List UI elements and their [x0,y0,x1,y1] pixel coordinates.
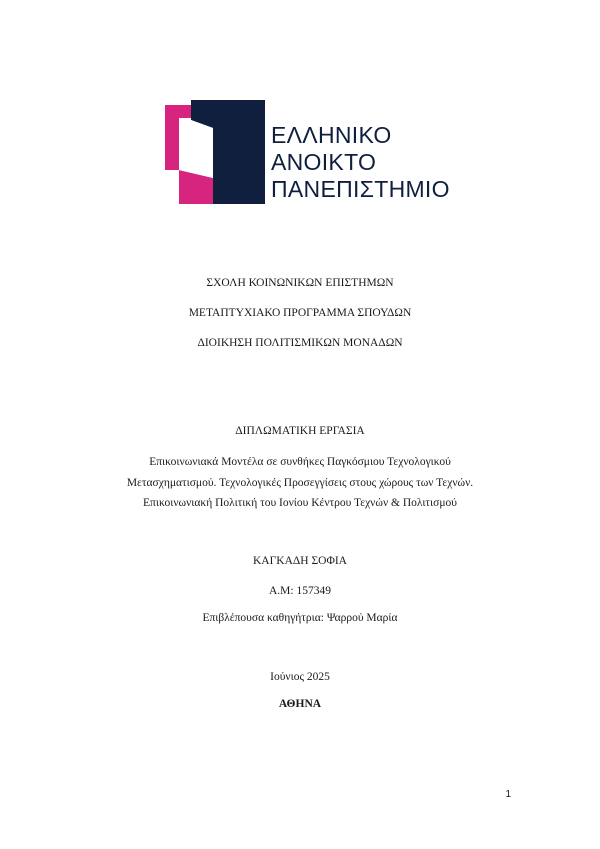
university-name-line1: ΕΛΛΗΝΙΚΟ [271,122,392,148]
thesis-label: ΔΙΠΛΩΜΑΤΙΚΗ ΕΡΓΑΣΙΑ [235,425,365,437]
university-name-line3: ΠΑΝΕΠΙΣΤΗΜΙΟ [271,176,450,202]
university-logo [165,100,450,210]
page-number: 1 [505,789,511,800]
thesis-title-line2: Μετασχηματισμού. Τεχνολογικές Προσεγγίσεις στους χώρους των Τεχνών. [126,477,474,489]
thesis-title-line1: Επικοινωνιακά Μοντέλα σε συνθήκες Παγκόσμιου Τεχνολογικού [149,456,451,468]
submission-date: Ιούνιος 2025 [270,671,330,683]
author-name: ΚΑΓΚΑΔΗ ΣΟΦΙΑ [253,555,347,567]
program-name: ΜΕΤΑΠΤΥΧΙΑΚΟ ΠΡΟΓΡΑΜΜΑ ΣΠΟΥΔΩΝ [188,307,412,319]
supervisor: Επιβλέπουσα καθηγήτρια: Ψαρρού Μαρία [202,612,398,624]
university-name [271,122,450,203]
university-name-line2: ΑΝΟΙΚΤΟ [271,149,377,175]
registry-number: Α.Μ: 157349 [269,585,331,597]
department-name: ΔΙΟΙΚΗΣΗ ΠΟΛΙΤΙΣΜΙΚΩΝ ΜΟΝΑΔΩΝ [197,337,403,349]
university-logo-mark [165,100,265,210]
school-name: ΣΧΟΛΗ ΚΟΙΝΩΝΙΚΩΝ ΕΠΙΣΤΗΜΩΝ [206,277,394,289]
thesis-title-line3: Επικοινωνιακή Πολιτική του Ιονίου Κέντρου Τεχνών & Πολιτισμού [143,497,457,509]
city: ΑΘΗΝΑ [278,698,322,710]
